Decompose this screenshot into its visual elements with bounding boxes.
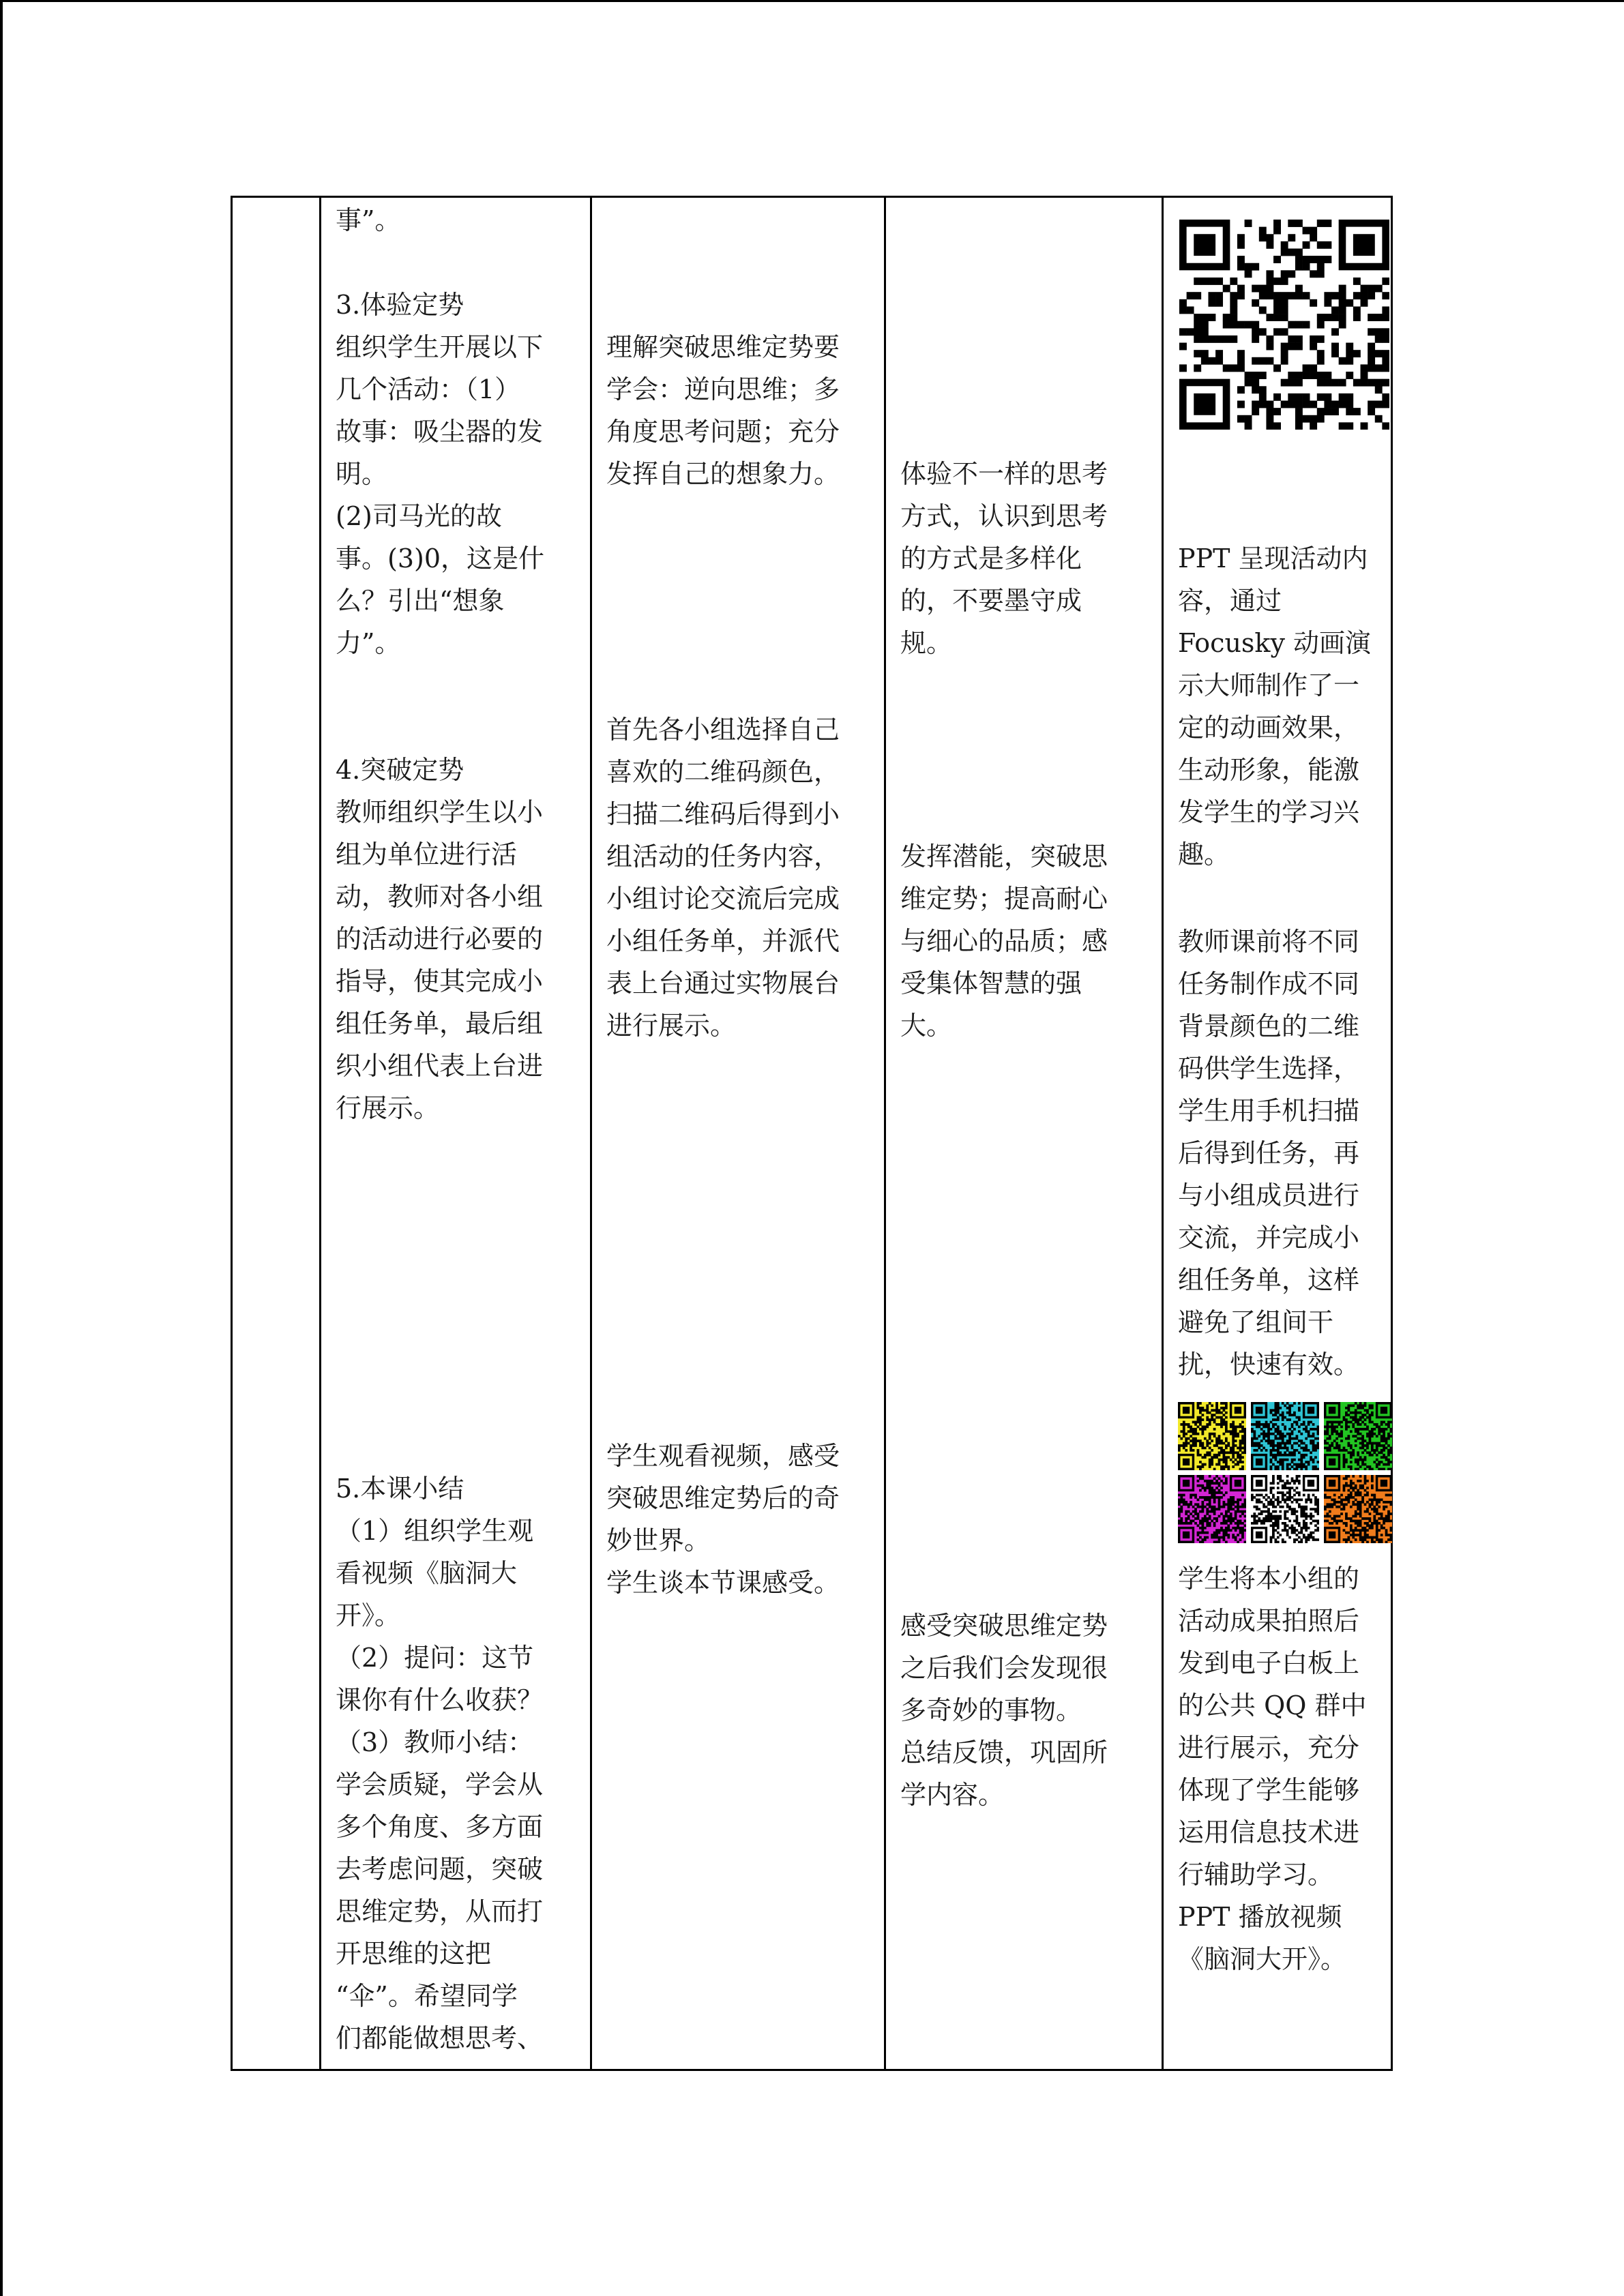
design-intent-block-1 [900, 453, 1108, 664]
text-line: 之后我们会发现很 [900, 1653, 1108, 1683]
text-line: 感受突破思维定势 [900, 1611, 1108, 1641]
text-line: 首先各小组选择自己 [606, 715, 840, 745]
text-line: 动，教师对各小组 [336, 882, 544, 912]
text-line: 行辅助学习。 [1178, 1860, 1334, 1890]
text-line: 理解突破思维定势要 [606, 332, 840, 362]
text-line: 突破思维定势后的奇 [606, 1483, 840, 1513]
text-line: 容，通过 [1178, 586, 1282, 616]
text-line: 学生观看视频，感受 [606, 1441, 840, 1471]
text-line: 去考虑问题，突破 [336, 1854, 544, 1884]
text-line: 方式，认识到思考 [900, 501, 1108, 531]
text-line: 组织学生开展以下 [336, 332, 544, 362]
text-line: 的，不要墨守成 [900, 586, 1082, 616]
text-line: 的公共 QQ 群中 [1178, 1690, 1367, 1720]
design-intent-block-2 [900, 835, 1108, 1047]
text-line: 小组讨论交流后完成 [606, 884, 840, 914]
text-line: 事。(3)0，这是什 [336, 543, 545, 573]
lesson-plan-table [231, 196, 1393, 2071]
text-line: 任务制作成不同 [1178, 969, 1360, 999]
text-line: 课你有什么收获？ [336, 1685, 544, 1715]
text-line: 规。 [900, 628, 953, 658]
colored-qr-code-image [1251, 1402, 1319, 1470]
text-line: PPT 呈现活动内 [1178, 543, 1368, 573]
text-line: 学生用手机扫描 [1178, 1096, 1360, 1126]
text-line: 看视频《脑洞大 [336, 1558, 518, 1588]
colored-qr-code-image [1324, 1475, 1392, 1543]
column-divider [319, 198, 321, 2069]
text-line: 表上台通过实物展台 [606, 968, 840, 998]
student-activity-block-3 [606, 1435, 840, 1604]
text-line: 多个角度、多方面 [336, 1812, 544, 1842]
text-line: 妙世界。 [606, 1525, 711, 1555]
colored-qr-code [1324, 1402, 1392, 1470]
media-note-block-3 [1178, 1557, 1366, 1980]
text-line: 的活动进行必要的 [336, 924, 544, 954]
text-line: 行展示。 [336, 1093, 440, 1123]
student-activity-block-2 [606, 709, 840, 1047]
colored-qr-code [1178, 1475, 1246, 1543]
text-line: （1）组织学生观 [336, 1516, 534, 1546]
text-line: PPT 播放视频 [1178, 1902, 1342, 1932]
text-line: 小组任务单，并派代 [606, 926, 840, 956]
text-line: 教师组织学生以小 [336, 797, 544, 827]
text-line: “伞”。希望同学 [336, 1981, 518, 2011]
text-line: 码供学生选择， [1178, 1054, 1360, 1084]
text-line: 背景颜色的二维 [1178, 1011, 1360, 1041]
student-activity-block-1 [606, 326, 840, 495]
text-line: 几个活动：（1） [336, 374, 521, 404]
colored-qr-code-image [1178, 1402, 1246, 1470]
media-note-block-1 [1178, 537, 1371, 876]
colored-qr-code [1324, 1475, 1392, 1543]
text-line: 活动成果拍照后 [1178, 1606, 1360, 1636]
text-line: 织小组代表上台进 [336, 1051, 544, 1081]
page-left-rule [0, 0, 3, 2296]
text-line: 力”。 [336, 628, 401, 658]
text-line: 明。 [336, 459, 388, 489]
text-line: (2)司马光的故 [336, 501, 502, 531]
text-line: （2）提问：这节 [336, 1643, 534, 1673]
text-line: Focusky 动画演 [1178, 628, 1371, 658]
text-line: 进行展示。 [606, 1011, 737, 1041]
text-line: 扫描二维码后得到小 [606, 799, 840, 829]
continuation-text: 事”。 [336, 205, 401, 235]
text-line: 扰，快速有效。 [1178, 1350, 1360, 1380]
text-line: 生动形象，能激 [1178, 755, 1360, 785]
text-line: 《脑洞大开》。 [1178, 1944, 1347, 1974]
text-line: 学生谈本节课感受。 [606, 1568, 840, 1598]
text-line: 定的动画效果， [1178, 713, 1360, 743]
text-line: 组为单位进行活 [336, 839, 518, 869]
colored-qr-code-image [1324, 1402, 1392, 1470]
column-divider [1162, 198, 1164, 2069]
colored-qr-code [1178, 1402, 1246, 1470]
text-line: 大。 [900, 1011, 953, 1041]
text-line: 么？引出“想象 [336, 586, 505, 616]
page-top-rule [0, 0, 1624, 2]
text-line: 们都能做想思考、 [336, 2023, 544, 2053]
column-divider [884, 198, 886, 2069]
text-line: 教师课前将不同 [1178, 927, 1360, 957]
text-line: 发到电子白板上 [1178, 1648, 1360, 1678]
text-line: 与小组成员进行 [1178, 1180, 1360, 1210]
colored-qr-code-image [1178, 1475, 1246, 1543]
text-line: 开》。 [336, 1600, 401, 1630]
qr-code [1179, 220, 1389, 430]
text-line: （3）教师小结： [336, 1727, 534, 1757]
colored-qr-code-image [1251, 1475, 1319, 1543]
text-line: 的方式是多样化 [900, 543, 1082, 573]
text-line: 思维定势，从而打 [336, 1896, 544, 1926]
teacher-activity-cell [336, 199, 544, 2059]
qr-code-image [1179, 220, 1389, 430]
text-line: 角度思考问题；充分 [606, 417, 840, 447]
text-line: 后得到任务，再 [1178, 1138, 1360, 1168]
text-line: 与细心的品质；感 [900, 926, 1108, 956]
colored-qr-code [1251, 1402, 1319, 1470]
text-line: 运用信息技术进 [1178, 1817, 1360, 1847]
text-line: 学内容。 [900, 1780, 1005, 1810]
text-line: 避免了组间干 [1178, 1307, 1334, 1337]
text-line: 发挥自己的想象力。 [606, 459, 840, 489]
section-heading-4: 4.突破定势 [336, 755, 464, 785]
text-line: 指导，使其完成小 [336, 966, 544, 996]
text-line: 组活动的任务内容， [606, 841, 840, 871]
text-line: 学生将本小组的 [1178, 1564, 1360, 1594]
section-heading-3: 3.体验定势 [336, 290, 464, 320]
text-line: 发挥潜能，突破思 [900, 841, 1108, 871]
column-divider [590, 198, 592, 2069]
text-line: 故事：吸尘器的发 [336, 417, 544, 447]
text-line: 喜欢的二维码颜色， [606, 757, 840, 787]
text-line: 多奇妙的事物。 [900, 1695, 1082, 1725]
text-line: 学会质疑，学会从 [336, 1770, 544, 1800]
design-intent-block-3 [900, 1605, 1108, 1816]
text-line: 示大师制作了一 [1178, 670, 1360, 700]
text-line: 体现了学生能够 [1178, 1775, 1360, 1805]
text-line: 趣。 [1178, 839, 1230, 869]
text-line: 总结反馈，巩固所 [900, 1738, 1108, 1768]
text-line: 受集体智慧的强 [900, 968, 1082, 998]
section-heading-5: 5.本课小结 [336, 1474, 464, 1504]
text-line: 进行展示，充分 [1178, 1733, 1360, 1763]
text-line: 开思维的这把 [336, 1939, 492, 1969]
text-line: 组任务单，最后组 [336, 1009, 544, 1039]
text-line: 组任务单，这样 [1178, 1265, 1360, 1295]
text-line: 交流，并完成小 [1178, 1223, 1360, 1253]
media-note-block-2 [1178, 921, 1359, 1386]
text-line: 维定势；提高耐心 [900, 884, 1108, 914]
text-line: 发学生的学习兴 [1178, 797, 1360, 827]
text-line: 学会：逆向思维；多 [606, 374, 840, 404]
colored-qr-code [1251, 1475, 1319, 1543]
text-line: 体验不一样的思考 [900, 459, 1108, 489]
